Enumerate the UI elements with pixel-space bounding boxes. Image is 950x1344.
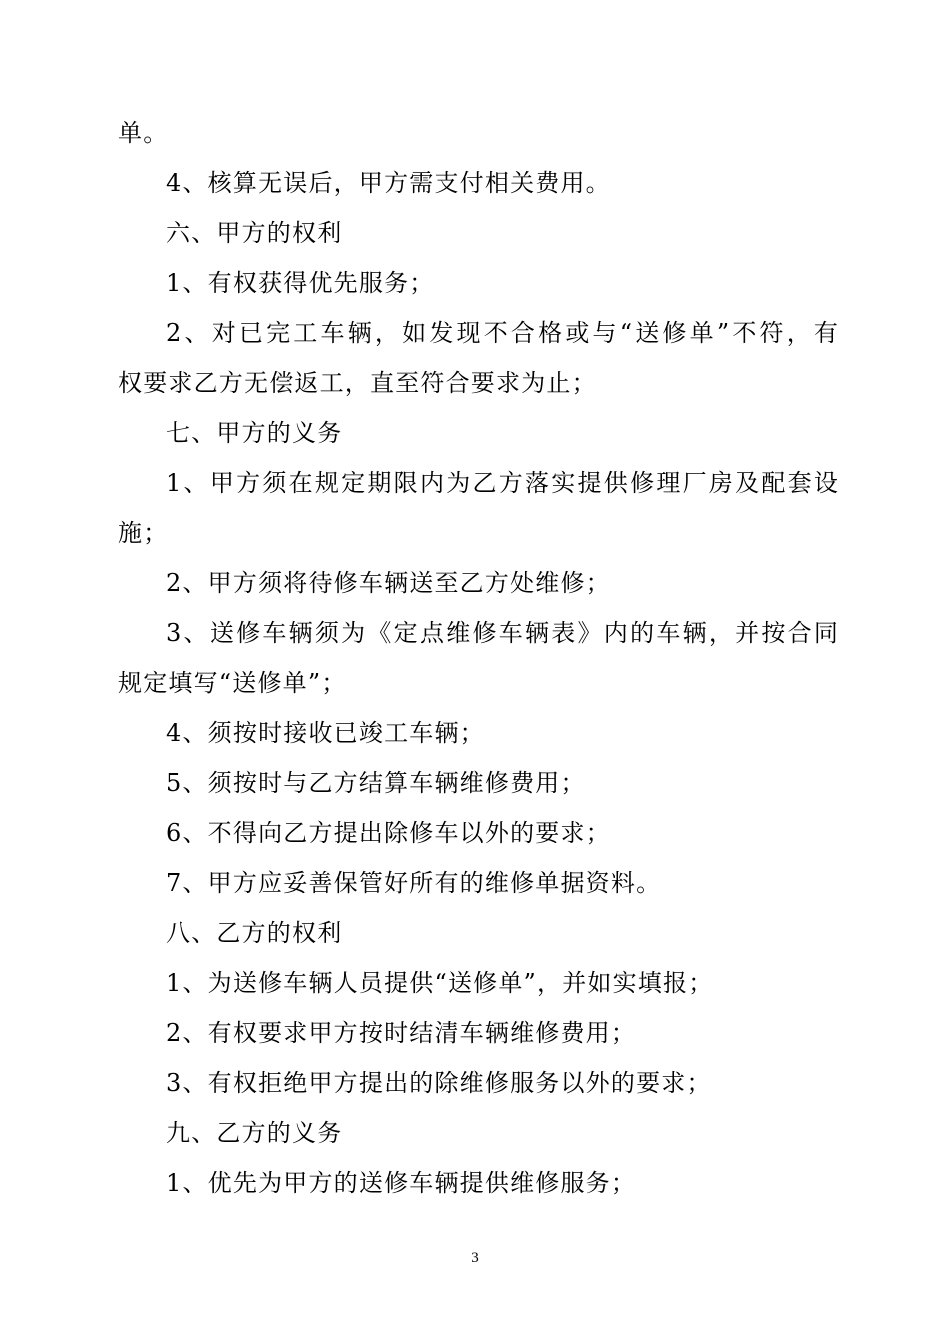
glyph: 为: [446, 469, 471, 497]
glyph: 表: [551, 619, 576, 647]
glyph: 配: [761, 469, 786, 497]
glyph: 点: [419, 619, 444, 647]
section-heading-nine: 九、乙方的义务: [166, 1119, 343, 1147]
glyph: 规: [314, 469, 339, 497]
glyph: 提: [577, 469, 602, 497]
glyph: 定: [341, 469, 366, 497]
glyph: 辆: [525, 619, 549, 647]
glyph: 在: [288, 469, 313, 497]
text-line-13: 4、须按时接收已竣工车辆；: [166, 719, 485, 747]
glyph: 并: [735, 619, 760, 647]
glyph: 理: [656, 469, 681, 497]
glyph: 、: [183, 469, 208, 497]
glyph: 单: [689, 319, 714, 347]
glyph: ，: [786, 319, 811, 347]
glyph: 如: [402, 319, 427, 347]
glyph: 供: [603, 469, 628, 497]
glyph: 车: [656, 619, 681, 647]
glyph: 修: [472, 619, 497, 647]
glyph: 方: [498, 469, 523, 497]
glyph: 辆: [288, 619, 313, 647]
glyph: “: [619, 319, 633, 347]
glyph: 甲: [209, 469, 234, 497]
glyph: 》: [577, 619, 602, 647]
glyph: 内: [419, 469, 444, 497]
text-line-10: 2、甲方须将待修车辆送至乙方处维修；: [166, 569, 611, 597]
glyph: 车: [498, 619, 523, 647]
glyph: 现: [456, 319, 481, 347]
glyph: 与: [592, 319, 617, 347]
glyph: 按: [761, 619, 786, 647]
glyph: 格: [538, 319, 563, 347]
glyph: 维: [446, 619, 471, 647]
glyph: ，: [708, 619, 733, 647]
section-heading-eight: 八、乙方的权利: [166, 919, 343, 947]
glyph: 、: [184, 319, 209, 347]
text-line-11: [166, 616, 838, 650]
glyph: 修: [662, 319, 687, 347]
text-line-6: 权要求乙方无偿返工，直至符合要求为止；: [118, 369, 597, 397]
glyph: 限: [393, 469, 418, 497]
glyph: 方: [236, 469, 261, 497]
glyph: 3: [166, 619, 182, 647]
glyph: 合: [787, 619, 812, 647]
glyph: 须: [262, 469, 287, 497]
glyph: 车: [262, 619, 287, 647]
glyph: 不: [483, 319, 508, 347]
glyph: 、: [183, 619, 208, 647]
glyph: 工: [293, 319, 318, 347]
glyph: 符: [759, 319, 784, 347]
glyph: 合: [510, 319, 535, 347]
glyph: 期: [367, 469, 392, 497]
glyph: 套: [787, 469, 812, 497]
glyph: 1: [166, 469, 182, 497]
text-line-1: 单。: [118, 119, 169, 147]
glyph: 不: [732, 319, 757, 347]
glyph: 有: [813, 319, 838, 347]
text-line-12: 规定填写“送修单”；: [118, 669, 347, 697]
glyph: 乙: [472, 469, 497, 497]
glyph: 2: [166, 319, 182, 347]
glyph: 《: [367, 619, 392, 647]
page-number: 3: [471, 1250, 479, 1266]
glyph: 已: [238, 319, 263, 347]
glyph: 为: [341, 619, 366, 647]
glyph: 内: [603, 619, 628, 647]
glyph: 修: [236, 619, 261, 647]
section-heading-six: 六、甲方的权利: [166, 219, 343, 247]
glyph: 房: [708, 469, 733, 497]
text-line-9: 施；: [118, 519, 169, 547]
glyph: 设: [813, 469, 838, 497]
glyph: 或: [565, 319, 590, 347]
glyph: 及: [735, 469, 760, 497]
glyph: 辆: [347, 319, 372, 347]
glyph: 完: [266, 319, 291, 347]
text-line-16: 7、甲方应妥善保管好所有的维修单据资料。: [166, 869, 662, 897]
text-line-20: 3、有权拒绝甲方提出的除维修服务以外的要求；: [166, 1069, 712, 1097]
glyph: ”: [716, 319, 730, 347]
text-line-5: [166, 316, 838, 350]
glyph: 送: [635, 319, 660, 347]
glyph: 实: [551, 469, 576, 497]
glyph: 同: [813, 619, 838, 647]
glyph: ，: [374, 319, 399, 347]
glyph: 送: [209, 619, 234, 647]
text-line-22: 1、优先为甲方的送修车辆提供维修服务；: [166, 1169, 637, 1197]
glyph: 车: [320, 319, 345, 347]
glyph: 落: [525, 469, 549, 497]
text-line-4: 1、有权获得优先服务；: [166, 269, 435, 297]
glyph: 发: [429, 319, 454, 347]
glyph: 的: [630, 619, 655, 647]
section-heading-seven: 七、甲方的义务: [166, 419, 343, 447]
glyph: 定: [393, 619, 418, 647]
text-line-8: [166, 466, 838, 500]
text-line-15: 6、不得向乙方提出除修车以外的要求；: [166, 819, 611, 847]
glyph: 辆: [682, 619, 707, 647]
text-line-18: 1、为送修车辆人员提供“送修单”，并如实填报；: [166, 969, 714, 997]
text-line-19: 2、有权要求甲方按时结清车辆维修费用；: [166, 1019, 637, 1047]
text-line-2: 4、核算无误后，甲方需支付相关费用。: [166, 169, 611, 197]
text-line-14: 5、须按时与乙方结算车辆维修费用；: [166, 769, 586, 797]
glyph: 须: [314, 619, 339, 647]
glyph: 修: [630, 469, 655, 497]
glyph: 对: [211, 319, 236, 347]
glyph: 厂: [682, 469, 707, 497]
